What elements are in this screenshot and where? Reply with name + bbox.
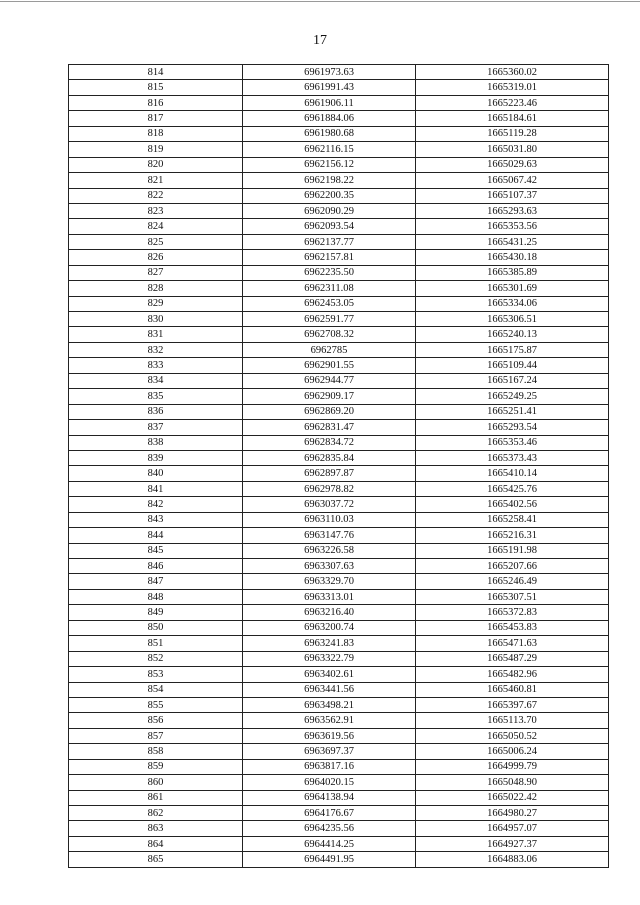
point-number-cell: 850 bbox=[69, 620, 243, 635]
x-coordinate-cell: 6964176.67 bbox=[243, 806, 416, 821]
point-number-cell: 839 bbox=[69, 450, 243, 465]
y-coordinate-cell: 1665119.28 bbox=[416, 126, 609, 141]
x-coordinate-cell: 6962901.55 bbox=[243, 358, 416, 373]
x-coordinate-cell: 6962137.77 bbox=[243, 234, 416, 249]
table-row bbox=[69, 250, 609, 265]
x-coordinate-cell: 6962944.77 bbox=[243, 373, 416, 388]
y-coordinate-cell: 1665113.70 bbox=[416, 713, 609, 728]
point-number-cell: 814 bbox=[69, 65, 243, 80]
y-coordinate-cell: 1665353.56 bbox=[416, 219, 609, 234]
table-row bbox=[69, 389, 609, 404]
point-number-cell: 827 bbox=[69, 265, 243, 280]
table-row bbox=[69, 188, 609, 203]
table-row bbox=[69, 126, 609, 141]
table-row bbox=[69, 142, 609, 157]
x-coordinate-cell: 6962834.72 bbox=[243, 435, 416, 450]
x-coordinate-cell: 6963037.72 bbox=[243, 497, 416, 512]
table-row bbox=[69, 203, 609, 218]
x-coordinate-cell: 6963562.91 bbox=[243, 713, 416, 728]
point-number-cell: 819 bbox=[69, 142, 243, 157]
table-row bbox=[69, 605, 609, 620]
y-coordinate-cell: 1665175.87 bbox=[416, 342, 609, 357]
y-coordinate-cell: 1665048.90 bbox=[416, 775, 609, 790]
table-row bbox=[69, 173, 609, 188]
y-coordinate-cell: 1665191.98 bbox=[416, 543, 609, 558]
x-coordinate-cell: 6964138.94 bbox=[243, 790, 416, 805]
point-number-cell: 864 bbox=[69, 836, 243, 851]
y-coordinate-cell: 1665109.44 bbox=[416, 358, 609, 373]
point-number-cell: 831 bbox=[69, 327, 243, 342]
x-coordinate-cell: 6962869.20 bbox=[243, 404, 416, 419]
table-row bbox=[69, 806, 609, 821]
table-row bbox=[69, 327, 609, 342]
point-number-cell: 854 bbox=[69, 682, 243, 697]
point-number-cell: 846 bbox=[69, 559, 243, 574]
x-coordinate-cell: 6963329.70 bbox=[243, 574, 416, 589]
x-coordinate-cell: 6963402.61 bbox=[243, 667, 416, 682]
y-coordinate-cell: 1665334.06 bbox=[416, 296, 609, 311]
y-coordinate-cell: 1665482.96 bbox=[416, 667, 609, 682]
table-row bbox=[69, 713, 609, 728]
table-row bbox=[69, 265, 609, 280]
y-coordinate-cell: 1665373.43 bbox=[416, 450, 609, 465]
point-number-cell: 821 bbox=[69, 173, 243, 188]
x-coordinate-cell: 6962311.08 bbox=[243, 281, 416, 296]
point-number-cell: 856 bbox=[69, 713, 243, 728]
x-coordinate-cell: 6962785 bbox=[243, 342, 416, 357]
x-coordinate-cell: 6962198.22 bbox=[243, 173, 416, 188]
point-number-cell: 841 bbox=[69, 481, 243, 496]
table-row bbox=[69, 373, 609, 388]
y-coordinate-cell: 1665453.83 bbox=[416, 620, 609, 635]
x-coordinate-cell: 6964414.25 bbox=[243, 836, 416, 851]
x-coordinate-cell: 6963200.74 bbox=[243, 620, 416, 635]
y-coordinate-cell: 1665430.18 bbox=[416, 250, 609, 265]
table-row bbox=[69, 80, 609, 95]
table-row bbox=[69, 790, 609, 805]
x-coordinate-cell: 6962093.54 bbox=[243, 219, 416, 234]
point-number-cell: 848 bbox=[69, 589, 243, 604]
x-coordinate-cell: 6963322.79 bbox=[243, 651, 416, 666]
y-coordinate-cell: 1665249.25 bbox=[416, 389, 609, 404]
point-number-cell: 863 bbox=[69, 821, 243, 836]
point-number-cell: 832 bbox=[69, 342, 243, 357]
y-coordinate-cell: 1665022.42 bbox=[416, 790, 609, 805]
table-row bbox=[69, 651, 609, 666]
point-number-cell: 860 bbox=[69, 775, 243, 790]
point-number-cell: 829 bbox=[69, 296, 243, 311]
x-coordinate-cell: 6961884.06 bbox=[243, 111, 416, 126]
table-row bbox=[69, 636, 609, 651]
x-coordinate-cell: 6963110.03 bbox=[243, 512, 416, 527]
x-coordinate-cell: 6963313.01 bbox=[243, 589, 416, 604]
point-number-cell: 826 bbox=[69, 250, 243, 265]
table-row bbox=[69, 111, 609, 126]
table-row bbox=[69, 296, 609, 311]
table-row bbox=[69, 312, 609, 327]
x-coordinate-cell: 6962831.47 bbox=[243, 420, 416, 435]
y-coordinate-cell: 1665293.63 bbox=[416, 203, 609, 218]
y-coordinate-cell: 1665293.54 bbox=[416, 420, 609, 435]
point-number-cell: 816 bbox=[69, 95, 243, 110]
point-number-cell: 817 bbox=[69, 111, 243, 126]
point-number-cell: 836 bbox=[69, 404, 243, 419]
point-number-cell: 852 bbox=[69, 651, 243, 666]
y-coordinate-cell: 1665050.52 bbox=[416, 728, 609, 743]
table-row bbox=[69, 481, 609, 496]
page-number: 17 bbox=[313, 33, 327, 48]
y-coordinate-cell: 1665223.46 bbox=[416, 95, 609, 110]
y-coordinate-cell: 1665460.81 bbox=[416, 682, 609, 697]
y-coordinate-cell: 1665301.69 bbox=[416, 281, 609, 296]
table-row bbox=[69, 512, 609, 527]
point-number-cell: 851 bbox=[69, 636, 243, 651]
y-coordinate-cell: 1665425.76 bbox=[416, 481, 609, 496]
x-coordinate-cell: 6963307.63 bbox=[243, 559, 416, 574]
table-row bbox=[69, 234, 609, 249]
y-coordinate-cell: 1664883.06 bbox=[416, 852, 609, 867]
point-number-cell: 834 bbox=[69, 373, 243, 388]
table-row bbox=[69, 775, 609, 790]
table-row bbox=[69, 620, 609, 635]
point-number-cell: 853 bbox=[69, 667, 243, 682]
table-row bbox=[69, 728, 609, 743]
y-coordinate-cell: 1664980.27 bbox=[416, 806, 609, 821]
point-number-cell: 865 bbox=[69, 852, 243, 867]
point-number-cell: 825 bbox=[69, 234, 243, 249]
table-row bbox=[69, 528, 609, 543]
point-number-cell: 820 bbox=[69, 157, 243, 172]
table-row bbox=[69, 682, 609, 697]
coordinates-table-body bbox=[69, 65, 609, 868]
table-row bbox=[69, 667, 609, 682]
y-coordinate-cell: 1665307.51 bbox=[416, 589, 609, 604]
y-coordinate-cell: 1665372.83 bbox=[416, 605, 609, 620]
y-coordinate-cell: 1665385.89 bbox=[416, 265, 609, 280]
table-row bbox=[69, 744, 609, 759]
point-number-cell: 843 bbox=[69, 512, 243, 527]
y-coordinate-cell: 1665397.67 bbox=[416, 697, 609, 712]
y-coordinate-cell: 1665031.80 bbox=[416, 142, 609, 157]
x-coordinate-cell: 6964020.15 bbox=[243, 775, 416, 790]
y-coordinate-cell: 1665306.51 bbox=[416, 312, 609, 327]
x-coordinate-cell: 6963147.76 bbox=[243, 528, 416, 543]
y-coordinate-cell: 1665006.24 bbox=[416, 744, 609, 759]
top-rule bbox=[0, 1, 640, 2]
point-number-cell: 861 bbox=[69, 790, 243, 805]
point-number-cell: 824 bbox=[69, 219, 243, 234]
x-coordinate-cell: 6963619.56 bbox=[243, 728, 416, 743]
table-row bbox=[69, 697, 609, 712]
x-coordinate-cell: 6962978.82 bbox=[243, 481, 416, 496]
table-row bbox=[69, 65, 609, 80]
x-coordinate-cell: 6963241.83 bbox=[243, 636, 416, 651]
y-coordinate-cell: 1665067.42 bbox=[416, 173, 609, 188]
y-coordinate-cell: 1665216.31 bbox=[416, 528, 609, 543]
y-coordinate-cell: 1665360.02 bbox=[416, 65, 609, 80]
y-coordinate-cell: 1665167.24 bbox=[416, 373, 609, 388]
table-row bbox=[69, 836, 609, 851]
y-coordinate-cell: 1665431.25 bbox=[416, 234, 609, 249]
point-number-cell: 842 bbox=[69, 497, 243, 512]
y-coordinate-cell: 1665487.29 bbox=[416, 651, 609, 666]
table-row bbox=[69, 157, 609, 172]
table-row bbox=[69, 450, 609, 465]
x-coordinate-cell: 6962708.32 bbox=[243, 327, 416, 342]
x-coordinate-cell: 6961906.11 bbox=[243, 95, 416, 110]
x-coordinate-cell: 6962453.05 bbox=[243, 296, 416, 311]
x-coordinate-cell: 6962157.81 bbox=[243, 250, 416, 265]
y-coordinate-cell: 1664999.79 bbox=[416, 759, 609, 774]
x-coordinate-cell: 6964235.56 bbox=[243, 821, 416, 836]
table-row bbox=[69, 574, 609, 589]
y-coordinate-cell: 1665319.01 bbox=[416, 80, 609, 95]
x-coordinate-cell: 6961980.68 bbox=[243, 126, 416, 141]
y-coordinate-cell: 1665258.41 bbox=[416, 512, 609, 527]
table-row bbox=[69, 466, 609, 481]
y-coordinate-cell: 1664927.37 bbox=[416, 836, 609, 851]
table-row bbox=[69, 281, 609, 296]
coordinates-table bbox=[68, 64, 609, 868]
point-number-cell: 855 bbox=[69, 697, 243, 712]
point-number-cell: 857 bbox=[69, 728, 243, 743]
x-coordinate-cell: 6963498.21 bbox=[243, 697, 416, 712]
y-coordinate-cell: 1665240.13 bbox=[416, 327, 609, 342]
x-coordinate-cell: 6963216.40 bbox=[243, 605, 416, 620]
table-row bbox=[69, 821, 609, 836]
y-coordinate-cell: 1665207.66 bbox=[416, 559, 609, 574]
point-number-cell: 862 bbox=[69, 806, 243, 821]
point-number-cell: 822 bbox=[69, 188, 243, 203]
table-row bbox=[69, 759, 609, 774]
y-coordinate-cell: 1665251.41 bbox=[416, 404, 609, 419]
table-row bbox=[69, 543, 609, 558]
point-number-cell: 859 bbox=[69, 759, 243, 774]
x-coordinate-cell: 6962200.35 bbox=[243, 188, 416, 203]
point-number-cell: 844 bbox=[69, 528, 243, 543]
x-coordinate-cell: 6963226.58 bbox=[243, 543, 416, 558]
y-coordinate-cell: 1665184.61 bbox=[416, 111, 609, 126]
x-coordinate-cell: 6962897.87 bbox=[243, 466, 416, 481]
table-row bbox=[69, 358, 609, 373]
x-coordinate-cell: 6963817.16 bbox=[243, 759, 416, 774]
x-coordinate-cell: 6962591.77 bbox=[243, 312, 416, 327]
point-number-cell: 847 bbox=[69, 574, 243, 589]
x-coordinate-cell: 6962835.84 bbox=[243, 450, 416, 465]
table-row bbox=[69, 559, 609, 574]
x-coordinate-cell: 6963441.56 bbox=[243, 682, 416, 697]
table-row bbox=[69, 404, 609, 419]
table-row bbox=[69, 95, 609, 110]
table-row bbox=[69, 589, 609, 604]
x-coordinate-cell: 6961991.43 bbox=[243, 80, 416, 95]
table-row bbox=[69, 219, 609, 234]
point-number-cell: 845 bbox=[69, 543, 243, 558]
y-coordinate-cell: 1665410.14 bbox=[416, 466, 609, 481]
y-coordinate-cell: 1665029.63 bbox=[416, 157, 609, 172]
x-coordinate-cell: 6962235.50 bbox=[243, 265, 416, 280]
y-coordinate-cell: 1665471.63 bbox=[416, 636, 609, 651]
table-row bbox=[69, 420, 609, 435]
point-number-cell: 838 bbox=[69, 435, 243, 450]
x-coordinate-cell: 6962116.15 bbox=[243, 142, 416, 157]
point-number-cell: 830 bbox=[69, 312, 243, 327]
point-number-cell: 835 bbox=[69, 389, 243, 404]
table-row bbox=[69, 435, 609, 450]
y-coordinate-cell: 1664957.07 bbox=[416, 821, 609, 836]
x-coordinate-cell: 6964491.95 bbox=[243, 852, 416, 867]
point-number-cell: 823 bbox=[69, 203, 243, 218]
x-coordinate-cell: 6962090.29 bbox=[243, 203, 416, 218]
table-row bbox=[69, 852, 609, 867]
point-number-cell: 837 bbox=[69, 420, 243, 435]
x-coordinate-cell: 6963697.37 bbox=[243, 744, 416, 759]
table-row bbox=[69, 342, 609, 357]
point-number-cell: 849 bbox=[69, 605, 243, 620]
x-coordinate-cell: 6962909.17 bbox=[243, 389, 416, 404]
y-coordinate-cell: 1665353.46 bbox=[416, 435, 609, 450]
y-coordinate-cell: 1665107.37 bbox=[416, 188, 609, 203]
y-coordinate-cell: 1665246.49 bbox=[416, 574, 609, 589]
x-coordinate-cell: 6962156.12 bbox=[243, 157, 416, 172]
point-number-cell: 833 bbox=[69, 358, 243, 373]
x-coordinate-cell: 6961973.63 bbox=[243, 65, 416, 80]
point-number-cell: 815 bbox=[69, 80, 243, 95]
point-number-cell: 828 bbox=[69, 281, 243, 296]
point-number-cell: 858 bbox=[69, 744, 243, 759]
point-number-cell: 818 bbox=[69, 126, 243, 141]
table-row bbox=[69, 497, 609, 512]
point-number-cell: 840 bbox=[69, 466, 243, 481]
y-coordinate-cell: 1665402.56 bbox=[416, 497, 609, 512]
